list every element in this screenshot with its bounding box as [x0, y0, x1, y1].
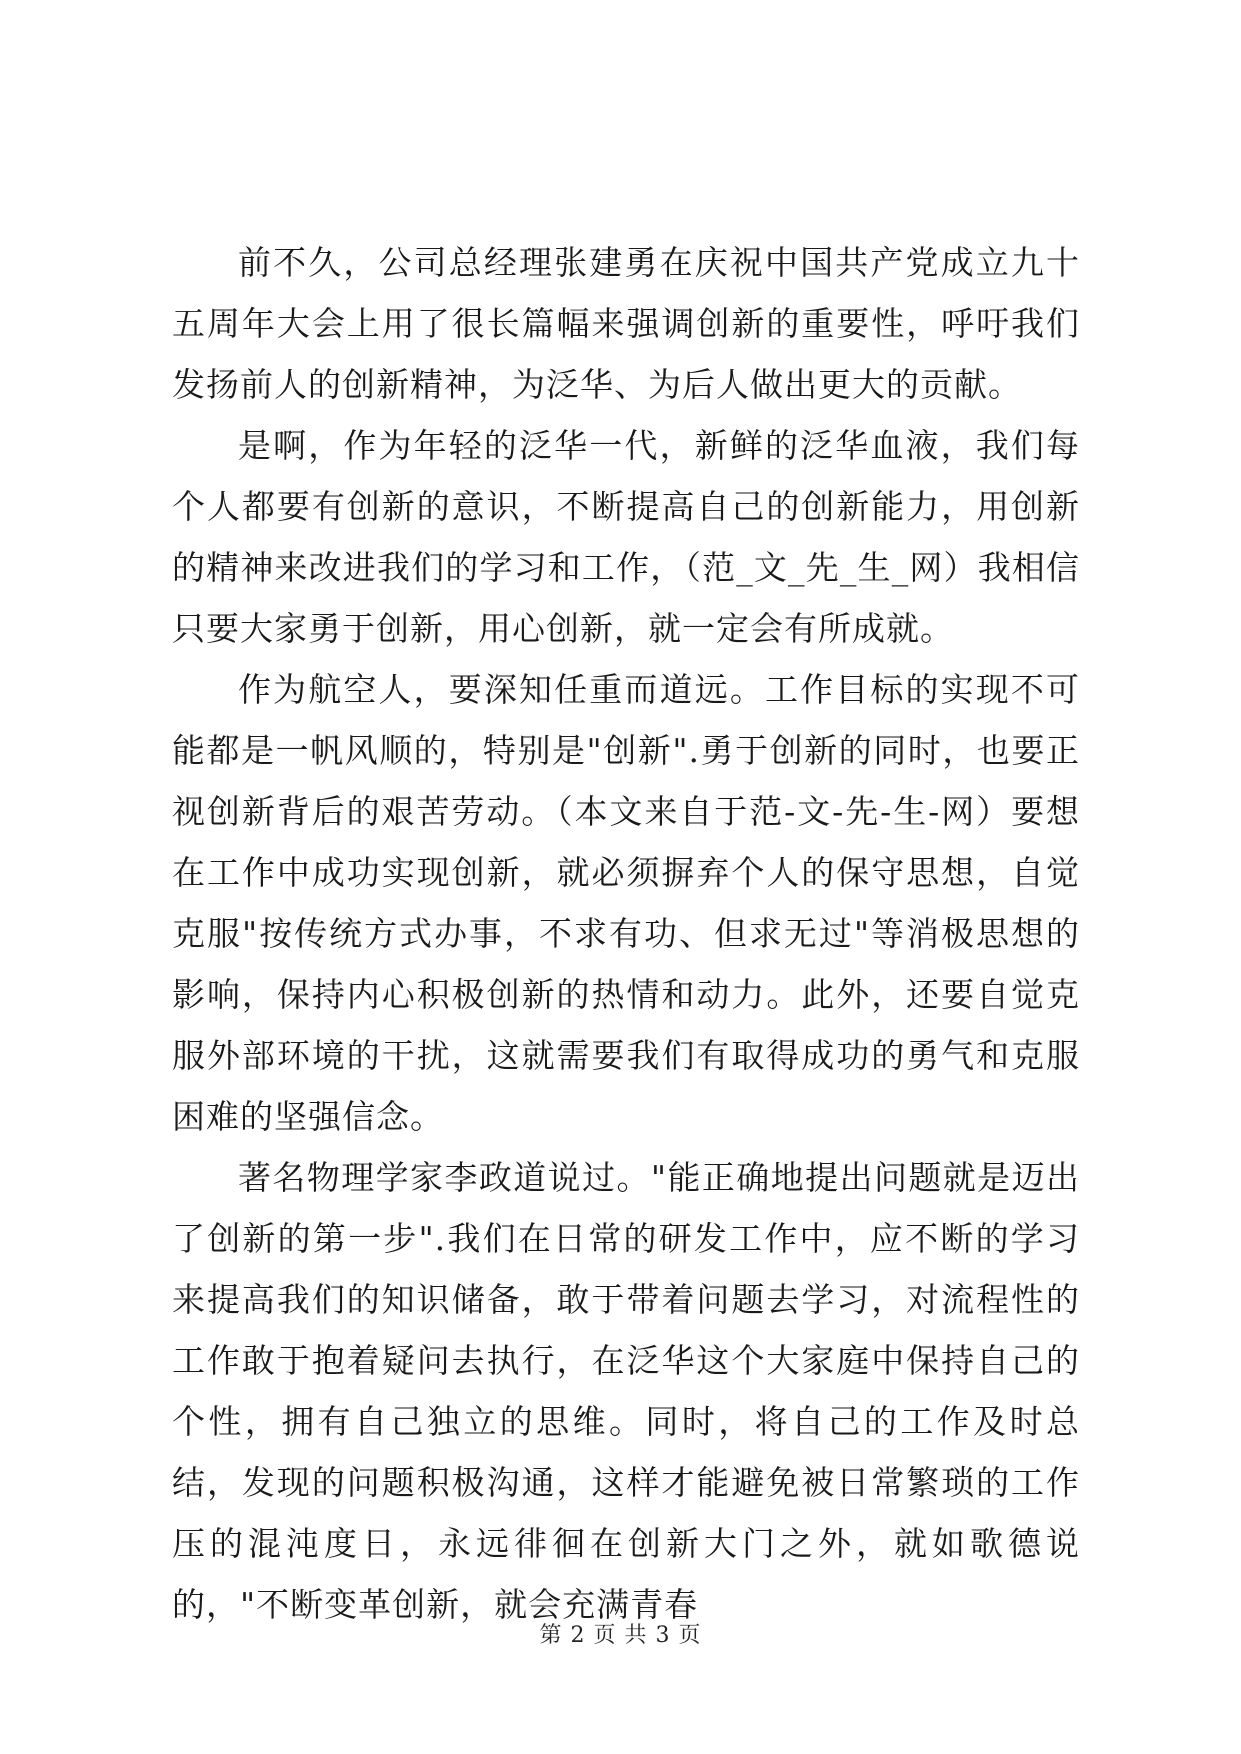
page-footer [0, 1618, 1241, 1649]
paragraph-1: 前不久，公司总经理张建勇在庆祝中国共产党成立九十五周年大会上用了很长篇幅来强调创新的重要性，呼吁我们发扬前人的创新精神，为泛华、为后人做出更大的贡献。 [172, 243, 1080, 404]
paragraph-3: 作为航空人，要深知任重而道远。工作目标的实现不可能都是一帆风顺的，特别是"创新".勇于创新的同时，也要正视创新背后的艰苦劳动。（本文来自于范-文-先-生-网）要想在工作中成功实现创新，就必须摒弃个人的保守思想，自觉克服"按传统方式办事，不求有功、但求无过"等消极思想的影响，保持内心积极创新的热情和动力。此外，还要自觉克服外部环境的干扰，这就需要我们有取得成功的勇气和克服困难的坚强信念。 [172, 670, 1080, 1136]
paragraph-2: 是啊，作为年轻的泛华一代，新鲜的泛华血液，我们每个人都要有创新的意识，不断提高自己的创新能力，用创新的精神来改进我们的学习和工作，（范_文_先_生_网）我相信只要大家勇于创新，用心创新，就一定会有所成就。 [172, 426, 1080, 648]
page-number-indicator: 第 2 页 共 3 页 [539, 1623, 702, 1648]
document-body [172, 232, 1080, 1635]
paragraph-4: 著名物理学家李政道说过。"能正确地提出问题就是迈出了创新的第一步".我们在日常的研发工作中，应不断的学习来提高我们的知识储备，敢于带着问题去学习，对流程性的工作敢于抱着疑问去执行，在泛华这个大家庭中保持自己的个性，拥有自己独立的思维。同时，将自己的工作及时总结，发现的问题积极沟通，这样才能避免被日常繁琐的工作压的混沌度日，永远徘徊在创新大门之外，就如歌德说的，"不断变革创新，就会充满青春 [172, 1158, 1080, 1624]
